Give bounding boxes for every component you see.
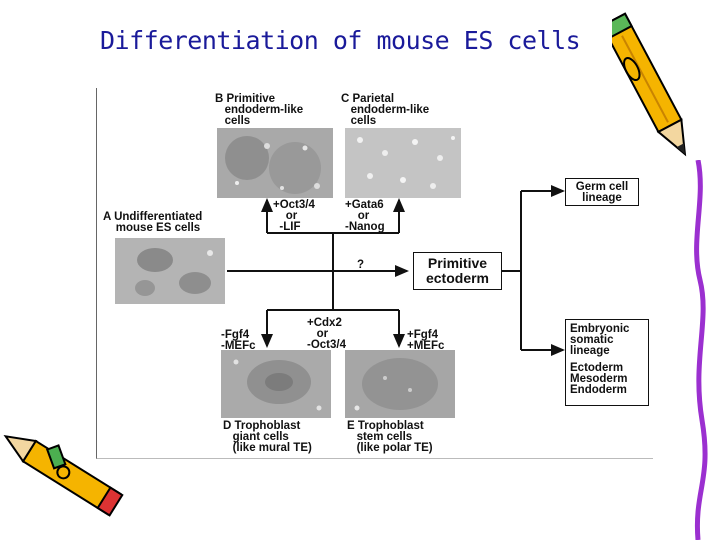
factor-cdx2-oct34: +Cdx2 or -Oct3/4 <box>307 317 346 351</box>
germ-layers-label: Ectoderm Mesoderm Endoderm <box>570 362 628 396</box>
pencil-icon-top-right <box>612 0 692 180</box>
purple-line-right <box>684 160 714 540</box>
label-d-trophoblast-giant: D Trophoblast giant cells (like mural TE) <box>223 420 312 454</box>
label-c-parietal-endoderm: C Parietal endoderm-like cells <box>341 93 430 127</box>
factor-gata6-nanog: +Gata6 or -Nanog <box>345 199 385 233</box>
factor-oct34-lif: +Oct3/4 or -LIF <box>273 199 315 233</box>
label-b-primitive-endoderm: B Primitive endoderm-like cells <box>215 93 304 127</box>
factor-fgf4-plus: +Fgf4 +MEFc <box>407 329 445 352</box>
factor-unknown: ? <box>357 259 365 271</box>
box-primitive-ectoderm: Primitive ectoderm <box>413 252 502 290</box>
label-a-undifferentiated: A Undifferentiated mouse ES cells <box>103 211 203 234</box>
slide-title: Differentiation of mouse ES cells <box>100 26 581 55</box>
box-germ-cell-lineage: Germ cell lineage <box>565 178 639 206</box>
box-embryonic-somatic-lineage <box>565 319 649 406</box>
embryonic-somatic-label: Embryonic somatic lineage <box>570 323 630 357</box>
label-e-trophoblast-stem: E Trophoblast stem cells (like polar TE) <box>347 420 433 454</box>
pencil-icon-bottom-left <box>0 432 150 532</box>
differentiation-figure <box>96 88 653 459</box>
factor-fgf4-minus: -Fgf4 -MEFc <box>221 329 256 352</box>
